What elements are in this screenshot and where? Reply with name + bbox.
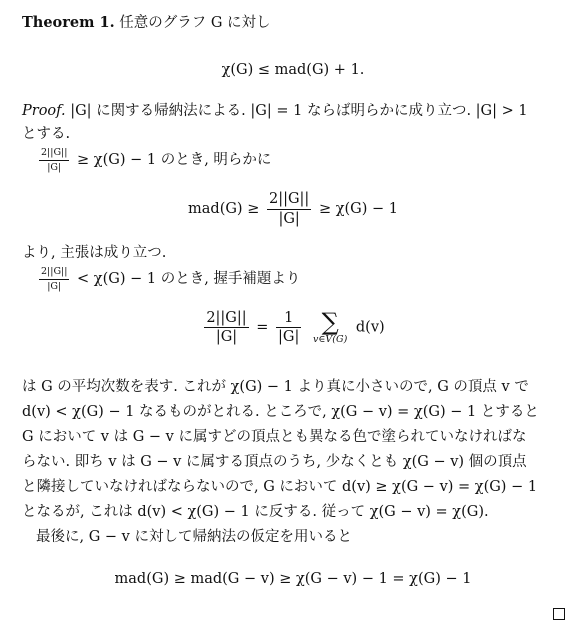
theorem-formula: χ(G) ≤ mad(G) + 1. xyxy=(221,62,365,78)
case1-display-left: mad(G) ≥ xyxy=(188,201,260,217)
summation xyxy=(313,310,347,345)
case1-line xyxy=(36,148,271,172)
paragraph-line-3: G において v は G − v に属すどの頂点とも異なる色で塗られていなければな xyxy=(22,429,527,445)
case1-display-num: 2||G|| xyxy=(267,192,311,210)
case2-text: < χ(G) − 1 のとき, 握手補題より xyxy=(77,271,301,287)
proof-line-1 xyxy=(22,104,528,119)
case2-line xyxy=(36,267,300,291)
case1-display-formula xyxy=(0,192,586,226)
case1-frac-den: |G| xyxy=(47,161,62,173)
case2-equals: = xyxy=(256,319,269,336)
case2-display-num-2: 1 xyxy=(276,311,301,329)
theorem-label: Theorem 1. xyxy=(22,14,115,31)
final-formula: mad(G) ≥ mad(G − v) ≥ χ(G − v) − 1 = χ(G) − 1 xyxy=(114,571,472,587)
proof-text-1: |G| に関する帰納法による. |G| = 1 ならば明らかに成り立つ. |G| > 1 xyxy=(70,103,528,119)
summation-index: v∈V(G) xyxy=(313,334,348,345)
qed-symbol xyxy=(553,608,565,620)
summation-symbol: ∑ xyxy=(321,308,339,336)
proof-label: Proof. xyxy=(22,103,66,119)
summand: d(v) xyxy=(355,319,385,336)
case2-frac-den: |G| xyxy=(47,280,62,292)
theorem-heading xyxy=(22,16,271,31)
case2-display-fraction-1 xyxy=(204,311,248,345)
case2-display-den-2: |G| xyxy=(278,329,300,346)
case1-display-fraction xyxy=(267,192,311,226)
case1-text: ≥ χ(G) − 1 のとき, 明らかに xyxy=(77,152,272,168)
proof-line-2: とする. xyxy=(22,126,71,142)
case1-inline-fraction xyxy=(39,148,69,172)
paragraph-line-4: らない. 即ち v は G − v に属する頂点のうち, 少なくとも χ(G − v) 個の頂点 xyxy=(22,454,527,470)
paragraph-line-2: d(v) < χ(G) − 1 なるものがとれる. ところで, χ(G − v) = χ(G) − 1 とすると xyxy=(22,404,539,420)
theorem-statement: 任意のグラフ G に対し xyxy=(119,15,271,31)
case2-frac-num: 2||G|| xyxy=(39,267,69,280)
case1-display-den: |G| xyxy=(278,210,300,227)
case2-display-formula xyxy=(0,310,586,345)
paragraph-line-6: となるが, これは d(v) < χ(G) − 1 に反する. 従って χ(G − v) = χ(G). xyxy=(22,504,489,520)
final-line: 最後に, G − v に対して帰納法の仮定を用いると xyxy=(36,529,352,545)
case1-display-right: ≥ χ(G) − 1 xyxy=(318,201,398,217)
case1-conclusion: より, 主張は成り立つ. xyxy=(22,245,167,261)
paragraph-line-1: は G の平均次数を表す. これが χ(G) − 1 より真に小さいので, G の頂点 v で xyxy=(22,379,529,395)
case2-inline-fraction xyxy=(39,267,69,291)
case2-display-fraction-2 xyxy=(276,311,301,345)
case2-display-den-1: |G| xyxy=(215,329,238,346)
case1-frac-num: 2||G|| xyxy=(39,148,69,161)
paragraph-line-5: と隣接していなければならないので, G において d(v) ≥ χ(G − v) = χ(G) − 1 xyxy=(22,479,538,495)
case2-display-num-1: 2||G|| xyxy=(204,311,248,329)
